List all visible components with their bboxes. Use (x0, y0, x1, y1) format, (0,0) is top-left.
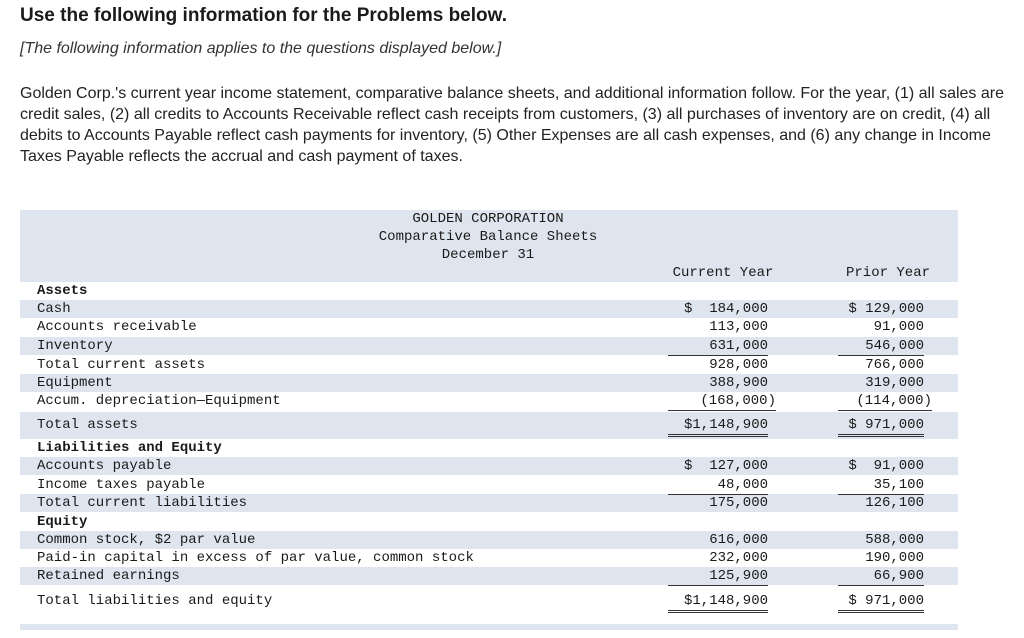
current-value: $ 184,000 (683, 301, 768, 317)
statement-date: December 31 (441, 247, 535, 263)
prior-value: 66,900 (838, 567, 924, 586)
statement-title: Comparative Balance Sheets (378, 229, 598, 245)
prior-value: $ 971,000 (838, 416, 924, 437)
prior-value: $ 971,000 (838, 592, 924, 613)
prior-value: $ 129,000 (848, 301, 924, 317)
intro-paragraph: Golden Corp.'s current year income statement, comparative balance sheets, and additional information follow. For the year, (1) all sales are credit sales, (2) all credits to Accounts Receivable reflect cash receipts from customers, (3) all purchases of inventory are on credit, (4) all debits to Accounts Payable reflect cash payments for inventory, (5) Other Expenses are all cash expenses, and (6) any change in Income Taxes Payable reflects the accrual and cash payment of taxes. (20, 85, 1004, 165)
current-value: 113,000 (709, 319, 768, 335)
row-label: Retained earnings (37, 568, 180, 584)
current-value: $ 127,000 (683, 458, 768, 474)
current-value: 232,000 (709, 550, 768, 566)
page-heading: Use the following information for the Problems below. (20, 5, 507, 26)
row-label: Total liabilities and equity (37, 593, 273, 609)
row-label: Inventory (37, 338, 113, 354)
row-label: Equipment (37, 375, 113, 391)
row-label: Accounts receivable (37, 319, 197, 335)
row-label: Accum. depreciation—Equipment (37, 393, 281, 409)
row-label: Cash (37, 301, 71, 317)
prior-value: 190,000 (865, 550, 924, 566)
current-value: 125,900 (668, 567, 768, 586)
company-name: GOLDEN CORPORATION (412, 211, 564, 227)
current-value: $1,148,900 (668, 592, 768, 613)
footer-band (20, 624, 958, 630)
row-label: Common stock, $2 par value (37, 532, 256, 548)
row-label: Total assets (37, 417, 138, 433)
prior-value: 126,100 (865, 495, 924, 511)
row-label: Income taxes payable (37, 477, 206, 493)
prior-value: $ 91,000 (848, 458, 924, 474)
balance-sheet-table (20, 210, 958, 630)
row-label: Total current liabilities (37, 495, 248, 511)
column-header-current: Current Year (672, 265, 774, 281)
current-value: 48,000 (668, 476, 768, 495)
assets-header: Assets (37, 283, 88, 299)
current-value: $1,148,900 (668, 416, 768, 437)
page-subheading: [The following information applies to the questions displayed below.] (20, 40, 502, 57)
row-label: Accounts payable (37, 458, 172, 474)
prior-value: 546,000 (838, 337, 924, 356)
prior-value: 91,000 (873, 319, 924, 335)
prior-value: 588,000 (865, 532, 924, 548)
prior-value: 319,000 (865, 375, 924, 391)
row-label: Total current assets (37, 357, 206, 373)
current-value: 175,000 (709, 495, 768, 511)
equity-header: Equity (37, 514, 88, 530)
current-value: 631,000 (668, 337, 768, 356)
current-value: 388,900 (709, 375, 768, 391)
current-value: (168,000) (668, 392, 776, 411)
current-value: 616,000 (709, 532, 768, 548)
prior-value: (114,000) (838, 392, 932, 411)
row-label: Paid-in capital in excess of par value, common stock (37, 550, 474, 566)
row-band (20, 300, 958, 318)
row-band (20, 337, 958, 355)
prior-value: 35,100 (838, 476, 924, 495)
row-band (20, 374, 958, 392)
row-band (20, 412, 958, 439)
current-value: 928,000 (709, 357, 768, 373)
prior-value: 766,000 (865, 357, 924, 373)
column-header-prior: Prior Year (845, 265, 930, 281)
liabilities-equity-header: Liabilities and Equity (37, 440, 222, 456)
